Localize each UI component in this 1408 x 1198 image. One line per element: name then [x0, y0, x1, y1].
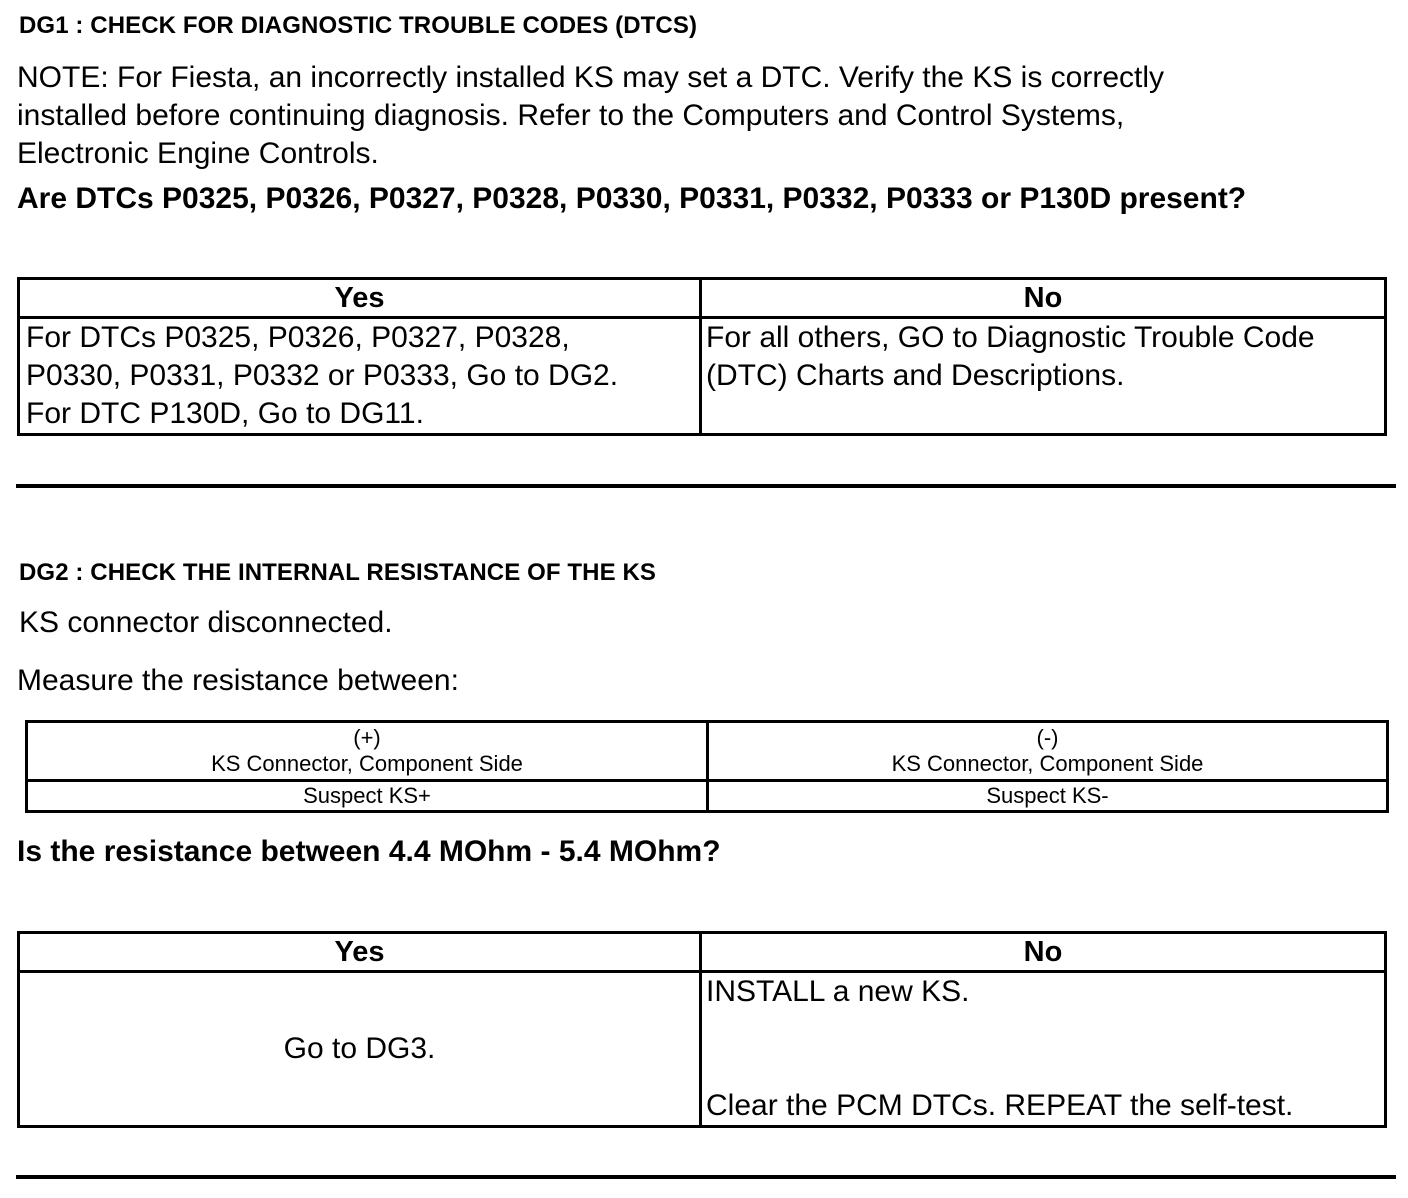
yes-line: P0330, P0331, P0332 or P0333, Go to DG2.: [26, 359, 619, 392]
dg2-title: DG2 : CHECK THE INTERNAL RESISTANCE OF THE KS: [19, 559, 656, 586]
yes-line: For DTC P130D, Go to DG11.: [26, 397, 424, 430]
yes-cell: Go to DG3.: [19, 972, 701, 1127]
dg2-instruction: Measure the resistance between:: [17, 664, 459, 697]
no-header: No: [701, 279, 1386, 318]
dg1-question: Are DTCs P0325, P0326, P0327, P0328, P0330, P0331, P0332, P0333 or P130D present?: [17, 182, 1247, 215]
yes-header: Yes: [19, 933, 701, 972]
dg1-note: [17, 59, 1164, 173]
table-row: [27, 781, 1388, 812]
table-row: [19, 318, 1386, 435]
dg1-note-line: Electronic Engine Controls.: [17, 137, 379, 170]
positive-probe-header: [27, 722, 708, 781]
negative-probe-header: [708, 722, 1388, 781]
no-cell: [701, 318, 1386, 435]
section-divider: [16, 1175, 1396, 1179]
no-line: (DTC) Charts and Descriptions.: [706, 359, 1125, 392]
dg2-question: Is the resistance between 4.4 MOhm - 5.4 MOhm?: [17, 835, 721, 868]
dg1-title: DG1 : CHECK FOR DIAGNOSTIC TROUBLE CODES (DTCS): [19, 12, 698, 39]
dg1-result-table: [17, 277, 1387, 436]
positive-value: Suspect KS+: [27, 781, 708, 812]
table-header-row: [19, 279, 1386, 318]
no-line: For all others, GO to Diagnostic Trouble Code: [706, 321, 1315, 354]
negative-value: Suspect KS-: [708, 781, 1388, 812]
positive-label: KS Connector, Component Side: [211, 751, 523, 776]
negative-label: KS Connector, Component Side: [891, 751, 1204, 776]
table-header-row: [19, 933, 1386, 972]
yes-header: Yes: [19, 279, 701, 318]
negative-symbol: (-): [1036, 725, 1059, 750]
no-cell: [701, 972, 1386, 1127]
no-line: INSTALL a new KS.: [706, 975, 970, 1008]
no-line: Clear the PCM DTCs. REPEAT the self-test.: [706, 1089, 1294, 1122]
no-header: No: [701, 933, 1386, 972]
yes-cell: [19, 318, 701, 435]
dg2-condition: KS connector disconnected.: [19, 606, 393, 639]
section-divider: [16, 484, 1396, 488]
table-header-row: [27, 722, 1388, 781]
dg1-note-line: NOTE: For Fiesta, an incorrectly installed KS may set a DTC. Verify the KS is correctly: [17, 61, 1165, 94]
dg1-note-line: installed before continuing diagnosis. Refer to the Computers and Control Systems,: [17, 99, 1125, 132]
positive-symbol: (+): [353, 725, 381, 750]
table-row: [19, 972, 1386, 1127]
dg2-result-table: [17, 931, 1387, 1128]
yes-line: For DTCs P0325, P0326, P0327, P0328,: [26, 321, 570, 354]
measurement-table: [25, 720, 1389, 813]
